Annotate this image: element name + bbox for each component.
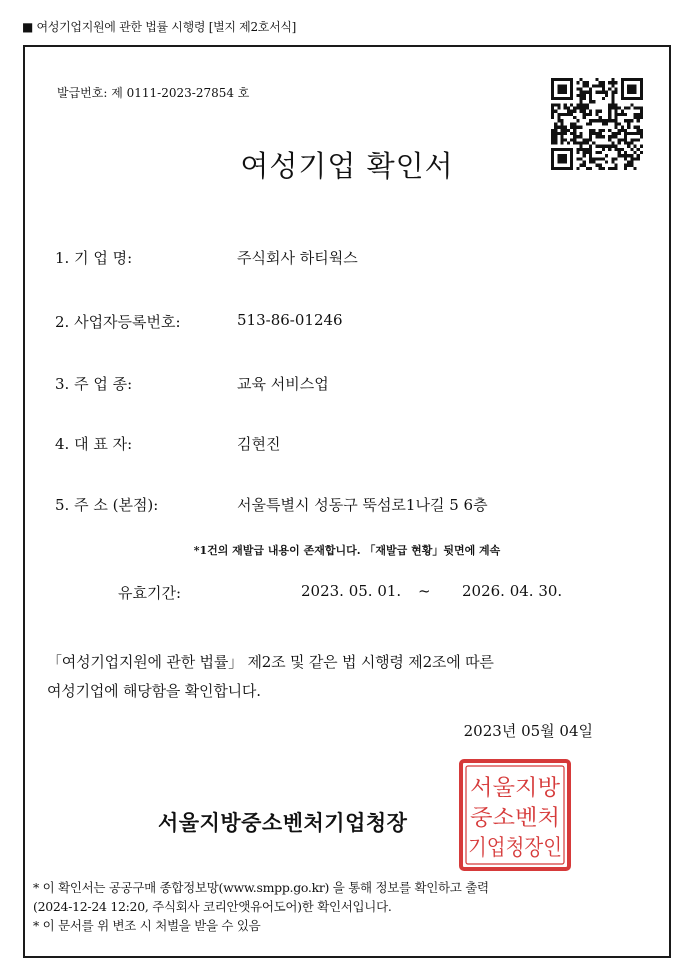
validity-separator: ~	[418, 582, 431, 600]
issue-date: 2023년 05월 04일	[463, 722, 593, 740]
field-value-company-name: 주식회사 하티웍스	[237, 249, 358, 267]
form-header-note: ■ 여성기업지원에 관한 법률 시행령 [별지 제2호서식]	[22, 20, 297, 34]
statement-line: 「여성기업지원에 관한 법률」 제2조 및 같은 법 시행령 제2조에 따른	[47, 653, 494, 671]
footer-note-line: * 이 확인서는 공공구매 종합정보망(www.smpp.go.kr) 을 통해 정보를 확인하고 출력	[33, 880, 489, 895]
field-value-industry: 교육 서비스업	[237, 375, 329, 393]
issue-number: 발급번호: 제 0111-2023-27854 호	[57, 86, 250, 100]
seal-text-line: 중소벤처	[470, 806, 560, 831]
official-seal-stamp	[457, 757, 573, 873]
certificate-frame	[23, 45, 671, 958]
field-value-representative: 김현진	[237, 435, 281, 453]
confirmation-statement	[47, 648, 657, 706]
validity-end-date: 2026. 04. 30.	[462, 582, 563, 600]
validity-label: 유효기간:	[118, 584, 182, 602]
footer-note-line: (2024-12-24 12:20, 주식회사 코리안앳유어도어)한 확인서입니다.	[33, 899, 392, 914]
document-title: 여성기업 확인서	[240, 149, 454, 183]
issuing-agency: 서울지방중소벤처기업청장	[158, 810, 408, 835]
reissue-note: *1건의 재발급 내용이 존재합니다. 「재발급 현황」뒷면에 계속	[193, 544, 501, 557]
seal-text-line: 서울지방	[470, 776, 561, 801]
validity-start-date: 2023. 05. 01.	[301, 582, 402, 600]
field-label-representative: 4. 대 표 자:	[55, 435, 133, 453]
seal-text-line: 기업청장인	[468, 836, 562, 861]
field-label-address: 5. 주 소 (본점):	[55, 496, 159, 514]
field-value-address: 서울특별시 성동구 뚝섬로1나길 5 6층	[237, 496, 488, 514]
statement-line: 여성기업에 해당함을 확인합니다.	[47, 682, 261, 700]
field-label-company-name: 1. 기 업 명:	[55, 249, 133, 267]
footer-notes	[33, 878, 663, 935]
field-label-industry: 3. 주 업 종:	[55, 375, 133, 393]
field-value-business-number: 513-86-01246	[237, 311, 343, 329]
field-label-business-number: 2. 사업자등록번호:	[55, 313, 181, 331]
footer-note-line: * 이 문서를 위 변조 시 처벌을 받을 수 있음	[33, 918, 261, 933]
